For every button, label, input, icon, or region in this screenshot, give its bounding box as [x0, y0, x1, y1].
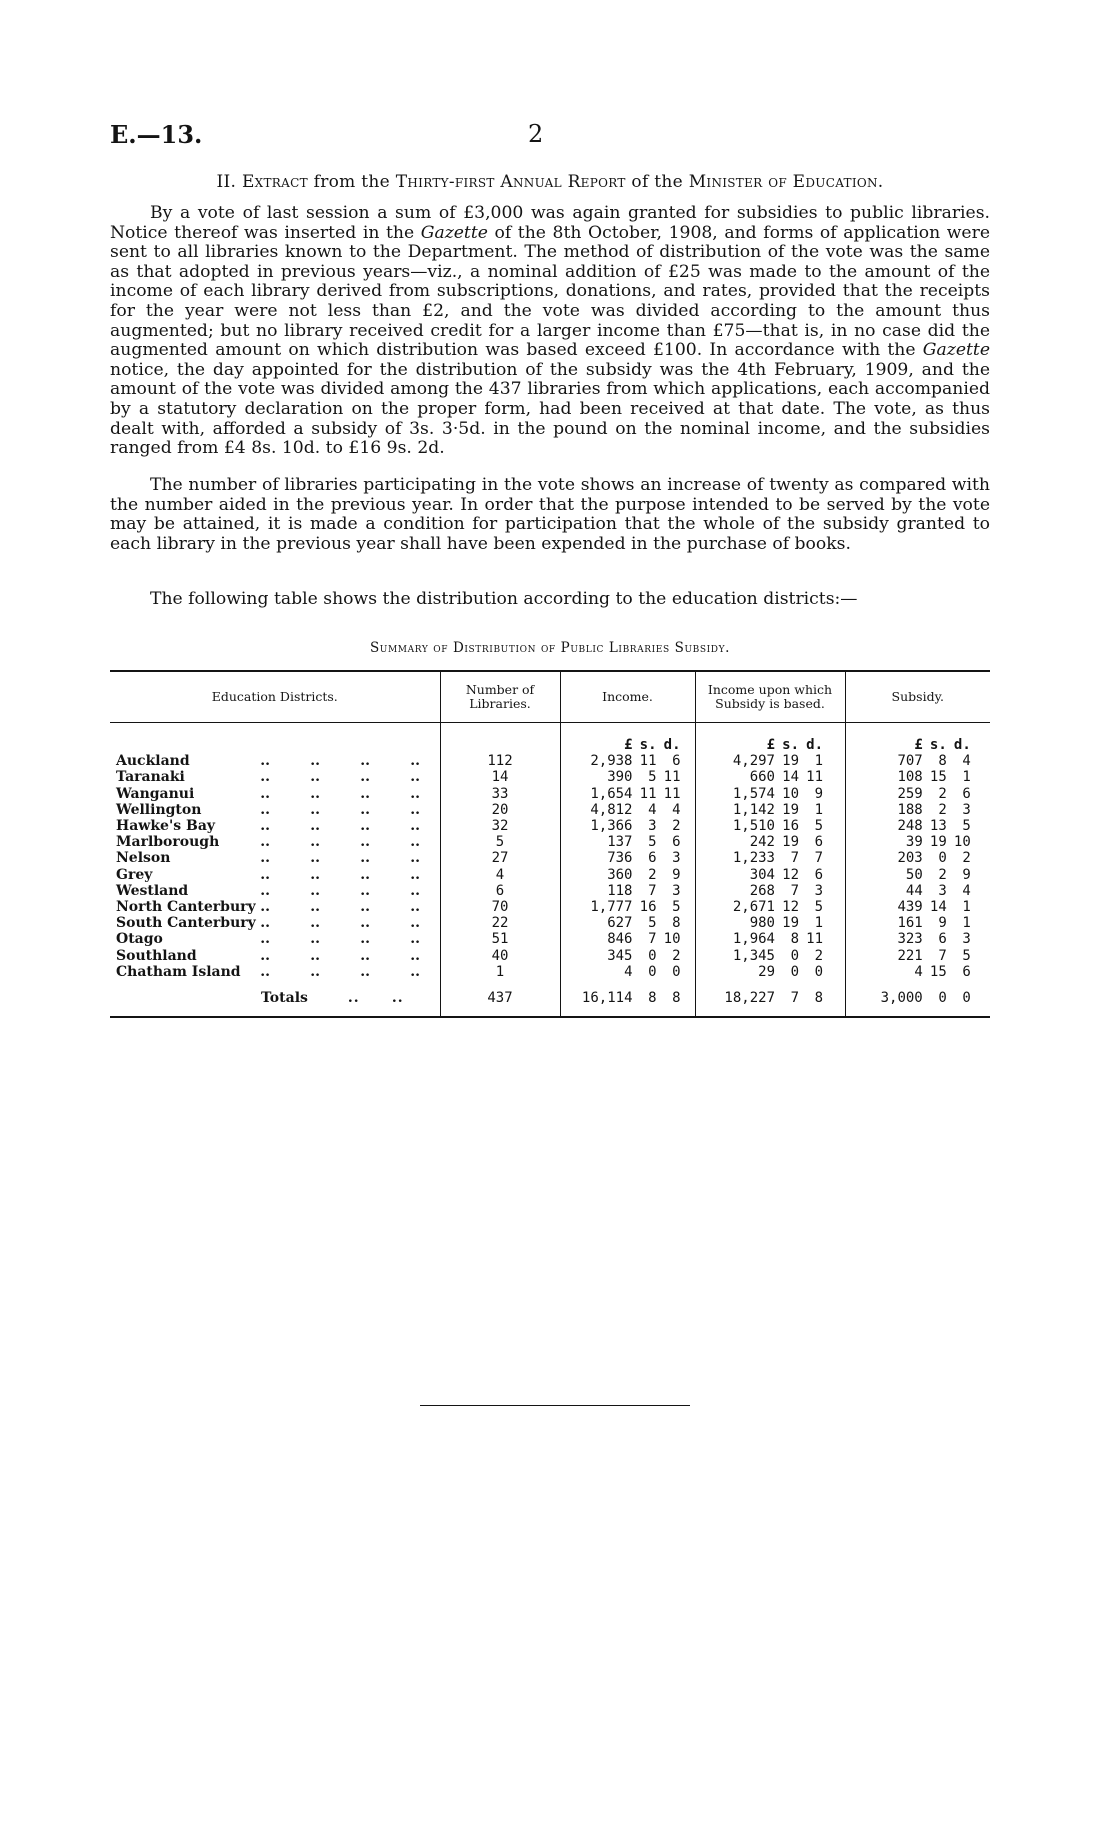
subsidy-shillings: 6 — [938, 931, 947, 948]
subsidy-pence: 3 — [962, 801, 971, 818]
basis-pounds: 1,142 — [732, 801, 775, 818]
library-count: 112 — [440, 753, 560, 769]
district-name: Chatham Island — [116, 963, 241, 980]
income-shillings: 7 — [648, 931, 657, 948]
table-row — [110, 834, 990, 850]
subsidy-pounds: 50 — [905, 866, 923, 883]
income-shillings: 16 — [639, 899, 657, 916]
totals-label: Totals — [261, 990, 308, 1007]
leader-dots-group — [220, 931, 420, 947]
leader-dots-group — [220, 802, 420, 818]
leader-dots: .. — [360, 785, 370, 802]
leader-dots: .. — [347, 990, 360, 1007]
leader-dots: .. — [310, 963, 320, 980]
leader-dots: .. — [260, 769, 270, 786]
leader-dots: .. — [310, 931, 320, 948]
income-shillings: 7 — [648, 882, 657, 899]
library-count: 51 — [440, 931, 560, 947]
subsidy-pence: 5 — [962, 947, 971, 964]
subsidy-pounds: 248 — [897, 818, 923, 835]
table-row — [110, 769, 990, 785]
district-name: Taranaki — [116, 769, 185, 786]
header-income-basis: Income upon which Subsidy is based. — [695, 671, 845, 723]
body-paragraph-1 — [110, 204, 990, 459]
subsidy-shillings: 2 — [938, 866, 947, 883]
subsidy-pence: 5 — [962, 818, 971, 835]
leader-dots: .. — [310, 801, 320, 818]
income-pence: 4 — [672, 801, 681, 818]
totals-income-pounds: 16,114 — [581, 990, 633, 1007]
subsidy-pence: 1 — [962, 915, 971, 932]
totals-row — [110, 980, 990, 1017]
income-pounds: 1,654 — [590, 785, 633, 802]
subsidy-pence: 9 — [962, 866, 971, 883]
library-count: 1 — [440, 964, 560, 980]
basis-pence: 11 — [806, 769, 823, 786]
basis-pence: 9 — [814, 785, 823, 802]
library-count: 5 — [440, 834, 560, 850]
subsidy-pounds: 221 — [897, 947, 923, 964]
title-part: Thirty-first Annual Report — [395, 172, 626, 192]
leader-dots: .. — [410, 769, 420, 786]
district-name: Wanganui — [116, 785, 195, 802]
income-shillings: 11 — [639, 753, 657, 770]
totals-basis-shillings: 7 — [790, 990, 799, 1007]
income-pence: 10 — [663, 931, 681, 948]
table-row — [110, 948, 990, 964]
income-shillings: 4 — [648, 801, 657, 818]
table-title: Summary of Distribution of Public Libraries Subsidy. — [369, 640, 731, 656]
leader-dots: .. — [360, 769, 370, 786]
basis-shillings: 14 — [782, 769, 799, 786]
library-count: 33 — [440, 786, 560, 802]
income-pence: 2 — [672, 818, 681, 835]
leader-dots: .. — [260, 785, 270, 802]
leader-dots: .. — [260, 963, 270, 980]
table-row — [110, 818, 990, 834]
basis-shillings: 19 — [782, 801, 799, 818]
header-district: Education Districts. — [110, 671, 440, 723]
leader-dots-group — [220, 834, 420, 850]
totals-income-shillings: 8 — [648, 990, 657, 1007]
leader-dots: .. — [410, 915, 420, 932]
subsidy-shillings: 15 — [929, 963, 947, 980]
subsidy-pounds: 39 — [905, 834, 923, 851]
leader-dots: .. — [410, 899, 420, 916]
subsidy-pence: 1 — [962, 899, 971, 916]
leader-dots-group — [220, 964, 420, 980]
income-pence: 2 — [672, 947, 681, 964]
leader-dots: .. — [410, 963, 420, 980]
table-row — [110, 915, 990, 931]
leader-dots: .. — [310, 915, 320, 932]
basis-shillings: 19 — [782, 834, 799, 851]
leader-dots: .. — [360, 882, 370, 899]
leader-dots: .. — [360, 753, 370, 770]
leader-dots: .. — [410, 785, 420, 802]
leader-dots: .. — [360, 866, 370, 883]
library-count: 32 — [440, 818, 560, 834]
subsidy-pence: 10 — [953, 834, 971, 851]
leader-dots: .. — [410, 834, 420, 851]
income-pence: 11 — [663, 785, 681, 802]
unit-shillings: s. — [639, 737, 657, 753]
basis-shillings: 19 — [782, 915, 799, 932]
basis-pounds: 1,233 — [732, 850, 775, 867]
basis-pounds: 29 — [758, 963, 775, 980]
leader-dots: .. — [310, 866, 320, 883]
subsidy-pence: 1 — [962, 769, 971, 786]
income-pounds: 345 — [607, 947, 633, 964]
header-income: Income. — [560, 671, 695, 723]
leader-dots: .. — [310, 899, 320, 916]
leader-dots: .. — [410, 947, 420, 964]
leader-dots: .. — [260, 850, 270, 867]
page-header — [110, 120, 990, 150]
income-pence: 9 — [672, 866, 681, 883]
leader-dots: .. — [360, 818, 370, 835]
library-count: 14 — [440, 769, 560, 785]
leader-dots: .. — [360, 801, 370, 818]
subsidy-shillings: 13 — [929, 818, 947, 835]
income-pounds: 137 — [607, 834, 633, 851]
basis-pounds: 4,297 — [732, 753, 775, 770]
body-paragraph-3: The following table shows the distribution according to the education districts:— — [150, 589, 858, 609]
district-name: Marlborough — [116, 834, 220, 851]
basis-pence: 1 — [814, 753, 823, 770]
income-pounds: 4,812 — [590, 801, 633, 818]
district-name: Wellington — [116, 801, 202, 818]
leader-dots: .. — [260, 834, 270, 851]
leader-dots: .. — [360, 834, 370, 851]
basis-shillings: 10 — [782, 785, 799, 802]
income-pounds: 1,777 — [590, 899, 633, 916]
income-pence: 8 — [672, 915, 681, 932]
subsidy-pounds: 188 — [897, 801, 923, 818]
leader-dots: .. — [360, 915, 370, 932]
unit-shillings: s. — [782, 737, 799, 753]
page-number: 2 — [528, 120, 544, 148]
income-pence: 0 — [672, 963, 681, 980]
leader-dots: .. — [260, 931, 270, 948]
income-shillings: 5 — [648, 834, 657, 851]
gazette-italic: Gazette — [922, 340, 990, 361]
subsidy-shillings: 0 — [938, 850, 947, 867]
basis-shillings: 19 — [782, 753, 799, 770]
leader-dots: .. — [410, 801, 420, 818]
district-name: Grey — [116, 866, 153, 883]
title-part: Extract — [241, 172, 308, 192]
income-shillings: 11 — [639, 785, 657, 802]
section-title — [110, 172, 990, 192]
income-pence: 6 — [672, 753, 681, 770]
basis-pence: 3 — [814, 882, 823, 899]
table-row — [110, 802, 990, 818]
leader-dots: .. — [260, 915, 270, 932]
library-count: 6 — [440, 883, 560, 899]
subsidy-shillings: 2 — [938, 801, 947, 818]
district-name: Southland — [116, 947, 197, 964]
leader-dots: .. — [360, 931, 370, 948]
title-part: of the — [631, 172, 683, 192]
paragraph-text: of the 8th October, 1908, and forms of application were sent to all libraries known to the Department. The method of distribution of the vote was the same as that adopted in previous years—viz., a nominal addition of £25 was made to the amount of the income of each library derived from subscriptions, donations, and rates, provided that the receipts for the year were not less than £2, and the vote was divided according to the amount thus augmented; but no library received credit for a larger income than £75—that is, in no case did the augmented amount on which distribution was based exceed £100. In accordance with the — [110, 222, 990, 361]
subsidy-table-wrapper — [110, 670, 990, 1018]
income-pence: 3 — [672, 882, 681, 899]
basis-pence: 1 — [814, 801, 823, 818]
income-pounds: 4 — [624, 963, 633, 980]
subsidy-shillings: 9 — [938, 915, 947, 932]
basis-pence: 11 — [806, 931, 823, 948]
table-row — [110, 964, 990, 980]
basis-shillings: 0 — [790, 947, 799, 964]
income-shillings: 6 — [648, 850, 657, 867]
subsidy-pence: 4 — [962, 882, 971, 899]
leader-dots: .. — [360, 947, 370, 964]
district-name: Otago — [116, 931, 163, 948]
leader-dots-group — [220, 883, 420, 899]
income-pence: 6 — [672, 834, 681, 851]
basis-pounds: 1,510 — [732, 818, 775, 835]
leader-dots: .. — [310, 753, 320, 770]
leader-dots: .. — [260, 818, 270, 835]
library-count: 4 — [440, 867, 560, 883]
table-row — [110, 850, 990, 866]
basis-pence: 6 — [814, 834, 823, 851]
leader-dots: .. — [260, 947, 270, 964]
basis-shillings: 7 — [790, 882, 799, 899]
unit-pence: d. — [806, 737, 823, 753]
basis-pounds: 1,345 — [732, 947, 775, 964]
basis-pence: 5 — [814, 818, 823, 835]
district-name: Westland — [116, 882, 189, 899]
basis-shillings: 12 — [782, 866, 799, 883]
gazette-italic: Gazette — [420, 222, 488, 243]
basis-shillings: 16 — [782, 818, 799, 835]
subsidy-pence: 3 — [962, 931, 971, 948]
leader-dots: .. — [260, 882, 270, 899]
table-row — [110, 931, 990, 947]
leader-dots-group — [220, 850, 420, 866]
subsidy-shillings: 3 — [938, 882, 947, 899]
income-shillings: 5 — [648, 769, 657, 786]
district-name: North Canterbury — [116, 899, 256, 916]
header-subsidy: Subsidy. — [845, 671, 990, 723]
unit-shillings: s. — [929, 737, 947, 753]
leader-dots: .. — [260, 899, 270, 916]
leader-dots: .. — [310, 785, 320, 802]
leader-dots: .. — [260, 866, 270, 883]
leader-dots: .. — [410, 753, 420, 770]
subsidy-pence: 4 — [962, 753, 971, 770]
unit-pounds: £ — [624, 737, 633, 753]
subsidy-pounds: 161 — [897, 915, 923, 932]
income-pounds: 2,938 — [590, 753, 633, 770]
basis-pounds: 304 — [749, 866, 775, 883]
leader-dots-group — [220, 818, 420, 834]
subsidy-pounds: 259 — [897, 785, 923, 802]
income-shillings: 0 — [648, 947, 657, 964]
district-name: South Canterbury — [116, 915, 256, 932]
totals-subsidy-shillings: 0 — [938, 990, 947, 1007]
income-pounds: 390 — [607, 769, 633, 786]
table-row — [110, 883, 990, 899]
subsidy-pence: 6 — [962, 785, 971, 802]
leader-dots: .. — [310, 850, 320, 867]
title-part: Minister of Education. — [688, 172, 884, 192]
income-pence: 5 — [672, 899, 681, 916]
basis-pence: 1 — [814, 915, 823, 932]
leader-dots: .. — [260, 753, 270, 770]
district-name: Hawke's Bay — [116, 818, 216, 835]
closing-rule — [420, 1405, 690, 1406]
subsidy-pounds: 707 — [897, 753, 923, 770]
unit-pence: d. — [953, 737, 971, 753]
library-count: 40 — [440, 948, 560, 964]
income-shillings: 2 — [648, 866, 657, 883]
basis-pounds: 1,964 — [732, 931, 775, 948]
leader-dots: .. — [410, 931, 420, 948]
library-count: 22 — [440, 915, 560, 931]
basis-pounds: 2,671 — [732, 899, 775, 916]
subsidy-shillings: 7 — [938, 947, 947, 964]
leader-dots: .. — [410, 850, 420, 867]
basis-pounds: 268 — [749, 882, 775, 899]
leader-dots-group — [220, 769, 420, 785]
units-row — [110, 723, 990, 754]
subsidy-shillings: 2 — [938, 785, 947, 802]
basis-pence: 5 — [814, 899, 823, 916]
income-pounds: 1,366 — [590, 818, 633, 835]
library-count: 70 — [440, 899, 560, 915]
totals-basis-pence: 8 — [814, 990, 823, 1007]
totals-basis-pounds: 18,227 — [724, 990, 775, 1007]
income-shillings: 5 — [648, 915, 657, 932]
subsidy-shillings: 19 — [929, 834, 947, 851]
unit-pounds: £ — [914, 737, 923, 753]
basis-shillings: 0 — [790, 963, 799, 980]
table-row — [110, 753, 990, 769]
leader-dots: .. — [410, 818, 420, 835]
leader-dots-group — [220, 948, 420, 964]
subsidy-pence: 2 — [962, 850, 971, 867]
income-shillings: 3 — [648, 818, 657, 835]
income-shillings: 0 — [648, 963, 657, 980]
table-row — [110, 867, 990, 883]
leader-dots: .. — [410, 882, 420, 899]
subsidy-pounds: 203 — [897, 850, 923, 867]
basis-pounds: 980 — [749, 915, 775, 932]
leader-dots: .. — [260, 801, 270, 818]
basis-shillings: 7 — [790, 850, 799, 867]
subsidy-pounds: 323 — [897, 931, 923, 948]
table-row — [110, 786, 990, 802]
leader-dots-group — [220, 867, 420, 883]
subsidy-shillings: 15 — [929, 769, 947, 786]
income-pence: 11 — [663, 769, 681, 786]
leader-dots: .. — [360, 850, 370, 867]
subsidy-table — [110, 670, 990, 1018]
paragraph-text: notice, the day appointed for the distribution of the subsidy was the 4th February, 1909, and the amount of the vote was divided among the 437 libraries from which applications, each accompanied by a statutory declaration on the proper form, had been received at that date. The vote, as thus dealt with, afforded a subsidy of 3s. 3·5d. in the pound on the nominal income, and the subsidies ranged from £4 8s. 10d. to £16 9s. 2d. — [110, 359, 990, 459]
basis-pence: 6 — [814, 866, 823, 883]
income-pounds: 846 — [607, 931, 633, 948]
totals-income-pence: 8 — [672, 990, 681, 1007]
subsidy-shillings: 8 — [938, 753, 947, 770]
leader-dots-group — [220, 786, 420, 802]
subsidy-shillings: 14 — [929, 899, 947, 916]
subsidy-pence: 6 — [962, 963, 971, 980]
subsidy-pounds: 4 — [914, 963, 923, 980]
basis-pounds: 660 — [749, 769, 775, 786]
library-count: 27 — [440, 850, 560, 866]
income-pounds: 627 — [607, 915, 633, 932]
income-pounds: 736 — [607, 850, 633, 867]
leader-dots: .. — [310, 947, 320, 964]
basis-pence: 0 — [814, 963, 823, 980]
basis-pounds: 242 — [749, 834, 775, 851]
leader-dots: .. — [310, 769, 320, 786]
leader-dots-group — [220, 899, 420, 915]
leader-dots-group — [220, 915, 420, 931]
unit-pounds: £ — [766, 737, 775, 753]
leader-dots: .. — [360, 899, 370, 916]
document-reference: E.—13. — [110, 120, 203, 149]
income-pounds: 118 — [607, 882, 633, 899]
basis-shillings: 12 — [782, 899, 799, 916]
leader-dots: .. — [360, 963, 370, 980]
body-paragraph-2: The number of libraries participating in the vote shows an increase of twenty as compared with the number aided in the previous year. In order that the purpose intended to be served by the vote may be attained, it is made a condition for participation that the whole of the subsidy granted to each library in the previous year shall have been expended in the purchase of books. — [110, 475, 990, 554]
library-count: 20 — [440, 802, 560, 818]
income-pounds: 360 — [607, 866, 633, 883]
table-header-row — [110, 671, 990, 723]
leader-dots-group — [220, 753, 420, 769]
totals-number: 437 — [440, 980, 560, 1017]
leader-dots: .. — [310, 818, 320, 835]
totals-subsidy-pence: 0 — [962, 990, 971, 1007]
basis-pounds: 1,574 — [732, 785, 775, 802]
subsidy-pounds: 108 — [897, 769, 923, 786]
basis-shillings: 8 — [790, 931, 799, 948]
basis-pence: 7 — [814, 850, 823, 867]
title-part: from the — [313, 172, 391, 192]
district-name: Nelson — [116, 850, 171, 867]
unit-pence: d. — [663, 737, 681, 753]
basis-pence: 2 — [814, 947, 823, 964]
paragraph-text: By a vote of last session a sum of £3,000 was again granted for subsidies to public libraries. Notice thereof was inserted in the — [110, 203, 990, 243]
subsidy-pounds: 439 — [897, 899, 923, 916]
table-row — [110, 899, 990, 915]
totals-subsidy-pounds: 3,000 — [880, 990, 923, 1007]
income-pence: 3 — [672, 850, 681, 867]
district-name: Auckland — [116, 753, 190, 770]
leader-dots: .. — [310, 834, 320, 851]
leader-dots: .. — [310, 882, 320, 899]
header-number: Number of Libraries. — [440, 671, 560, 723]
leader-dots: .. — [391, 990, 404, 1007]
subsidy-pounds: 44 — [905, 882, 923, 899]
leader-dots: .. — [410, 866, 420, 883]
title-numeral: II. — [216, 172, 237, 192]
